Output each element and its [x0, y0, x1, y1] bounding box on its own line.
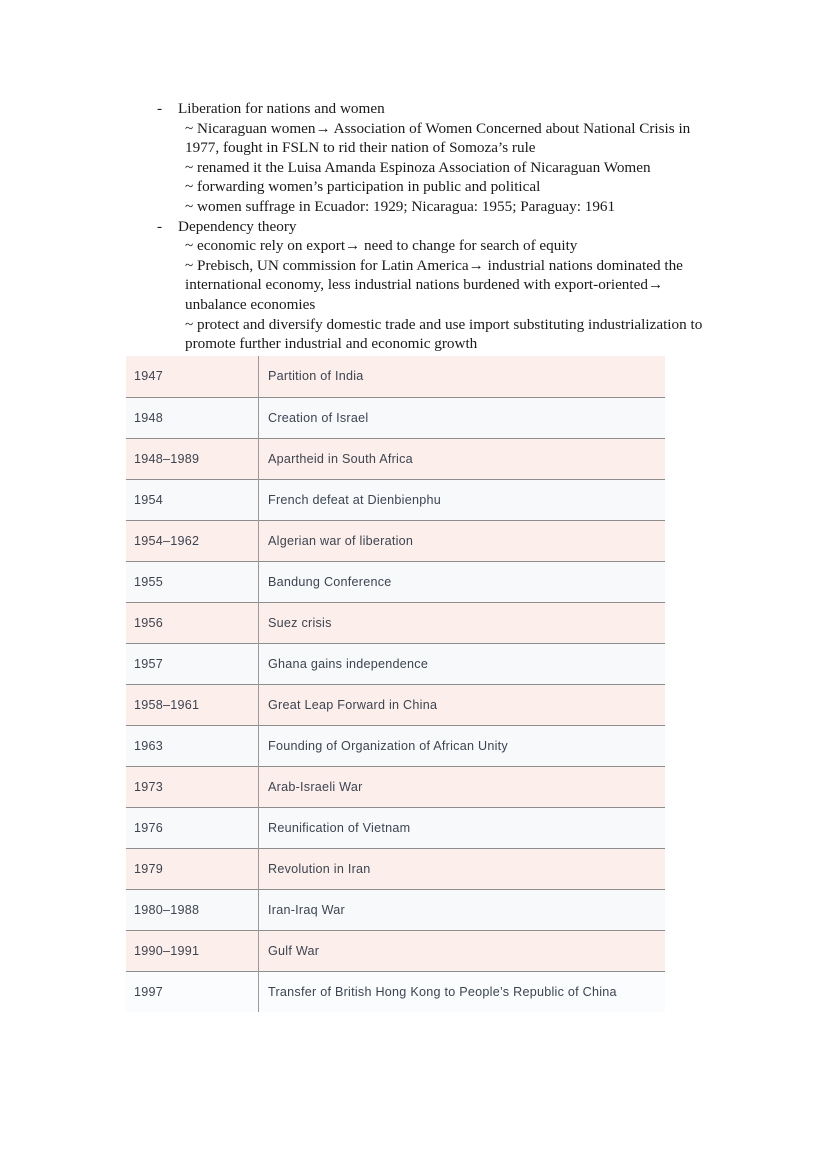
timeline-year-cell: 1955: [126, 561, 259, 602]
timeline-year-cell: 1963: [126, 725, 259, 766]
historical-timeline-table: [126, 356, 665, 1012]
timeline-table-body: [126, 356, 665, 1012]
notes-sub-line: ~ economic rely on export→ need to change for search of equity: [185, 237, 578, 255]
timeline-event-cell: Founding of Organization of African Unity: [259, 725, 666, 766]
table-row: [126, 356, 665, 397]
notes-sub-line: ~ Prebisch, UN commission for Latin America→ industrial nations dominated the international economy, less industrial nations burdened with export-oriented→ unbalance economies: [185, 256, 683, 313]
bullet-dash-icon: -: [157, 217, 163, 235]
notes-sub-line: ~ protect and diversify domestic trade and use import substituting industrialization to promote further industrial and economic growth: [185, 315, 703, 353]
timeline-event-cell: Transfer of British Hong Kong to People’s Republic of China: [259, 971, 666, 1012]
notes-section: [150, 217, 710, 354]
timeline-event-cell: Bandung Conference: [259, 561, 666, 602]
timeline-year-cell: 1957: [126, 643, 259, 684]
timeline-event-cell: Partition of India: [268, 369, 364, 384]
bullet-dash-icon: -: [157, 100, 163, 117]
table-row: [126, 397, 665, 438]
notes-heading-text: Liberation for nations and women: [178, 100, 385, 117]
timeline-year-cell: 1976: [126, 807, 259, 848]
timeline-year-cell: 1980–1988: [126, 889, 259, 930]
table-row: [126, 561, 665, 602]
table-row: [126, 479, 665, 520]
timeline-event-cell: Apartheid in South Africa: [259, 438, 666, 479]
timeline-event-cell: Iran-Iraq War: [259, 889, 666, 930]
table-row: [126, 643, 665, 684]
timeline-year-cell: 1948–1989: [126, 438, 259, 479]
notes-bullet-heading: [150, 99, 710, 119]
table-row: [126, 971, 665, 1012]
timeline-year-cell: 1990–1991: [126, 930, 259, 971]
timeline-event-cell: Reunification of Vietnam: [259, 807, 666, 848]
table-row: [126, 889, 665, 930]
lecture-notes: [150, 99, 710, 354]
table-row: [126, 602, 665, 643]
timeline-event-cell: Suez crisis: [259, 602, 666, 643]
timeline-year-cell: 1956: [126, 602, 259, 643]
timeline-event-cell: Revolution in Iran: [259, 848, 666, 889]
table-row: [126, 807, 665, 848]
timeline-year-cell: 1948: [126, 397, 259, 438]
timeline-event-cell: Great Leap Forward in China: [259, 684, 666, 725]
timeline-event-cell: Gulf War: [259, 930, 666, 971]
timeline-event-cell: French defeat at Dienbienphu: [259, 479, 666, 520]
table-row: [126, 520, 665, 561]
timeline-year-cell: 1973: [126, 766, 259, 807]
notes-sub-line: ~ women suffrage in Ecuador: 1929; Nicaragua: 1955; Paraguay: 1961: [185, 197, 616, 215]
table-row: [126, 930, 665, 971]
timeline-event-cell: Creation of Israel: [259, 397, 666, 438]
timeline-year-cell: 1954–1962: [126, 520, 259, 561]
table-row: [126, 766, 665, 807]
notes-sub-line: ~ Nicaraguan women→ Association of Women Concerned about National Crisis in 1977, fought in FSLN to rid their nation of Somoza’s rule: [185, 119, 691, 157]
notes-section: [150, 99, 710, 217]
notes-sub-line: ~ renamed it the Luisa Amanda Espinoza Association of Nicaraguan Women: [185, 158, 651, 176]
table-row: [126, 725, 665, 766]
timeline-year-cell: 1947: [126, 356, 259, 397]
timeline-year-cell: 1997: [126, 971, 259, 1012]
notes-heading-text: Dependency theory: [178, 217, 297, 235]
table-row: [126, 848, 665, 889]
timeline-year-cell: 1979: [126, 848, 259, 889]
notes-sub-line: ~ forwarding women’s participation in public and political: [185, 178, 541, 196]
timeline-event-cell: Arab-Israeli War: [259, 766, 666, 807]
table-row: [126, 684, 665, 725]
timeline-year-cell: 1958–1961: [126, 684, 259, 725]
timeline-event-cell: Ghana gains independence: [259, 643, 666, 684]
timeline-event-cell: Algerian war of liberation: [259, 520, 666, 561]
notes-bullet-heading: [150, 217, 710, 237]
timeline-year-cell: 1954: [126, 479, 259, 520]
table-row: [126, 438, 665, 479]
